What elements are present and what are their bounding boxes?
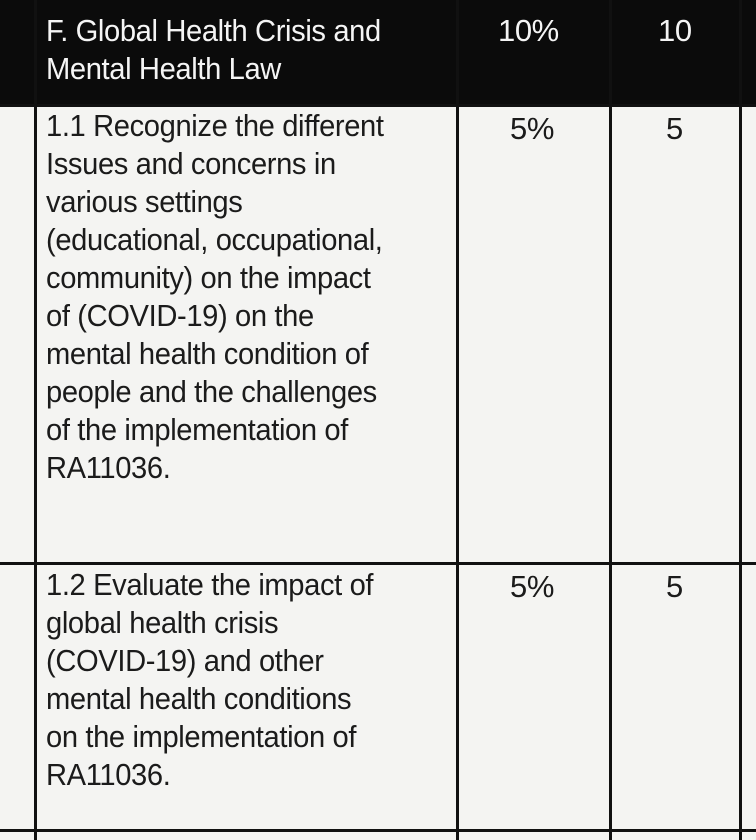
row-divider — [0, 562, 756, 565]
column-divider — [34, 0, 37, 840]
column-divider — [456, 0, 459, 840]
row-divider — [0, 829, 756, 832]
row-1-1-items-cell: 5 — [666, 111, 683, 146]
row-1-2-items-cell: 5 — [666, 569, 683, 604]
row-1-1-topic-cell: 1.1 Recognize the different Issues and concerns in various settings (educational, occupational, community) on the impact of (COVID-19) on the mental health condition of people and the challenges of the implementation of RA11036. — [46, 108, 384, 485]
column-divider — [609, 0, 612, 840]
header-items-cell: 10 — [658, 13, 692, 48]
header-percent-cell: 10% — [498, 13, 559, 48]
row-1-2-percent-cell: 5% — [510, 569, 555, 604]
row-1-1-percent-cell: 5% — [510, 111, 555, 146]
column-divider — [739, 0, 742, 840]
header-topic-cell: F. Global Health Crisis and Mental Health Law — [46, 13, 381, 86]
row-1-2-topic-cell: 1.2 Evaluate the impact of global health crisis (COVID-19) and other mental health conditions on the implementation of RA11036. — [46, 567, 374, 792]
